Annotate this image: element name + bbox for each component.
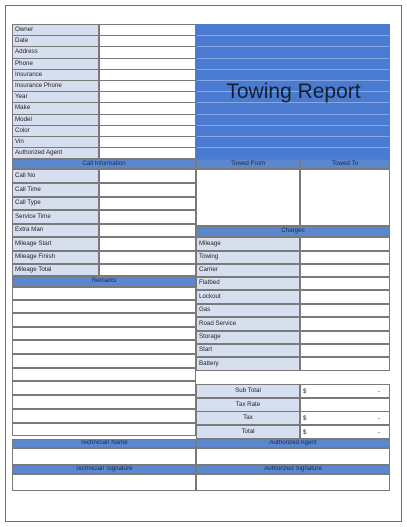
page-title: Towing Report — [226, 80, 361, 103]
owner-field-label: Year — [12, 91, 99, 103]
total-amount[interactable] — [300, 425, 390, 439]
charge-item-label: Road Service — [196, 317, 300, 331]
charge-item-label: Storage — [196, 331, 300, 344]
owner-field-label: Phone — [12, 58, 99, 70]
charge-item-amount[interactable] — [300, 317, 390, 331]
charge-item-label: Battery — [196, 357, 300, 371]
charge-item-amount[interactable] — [300, 237, 390, 251]
authorized-agent-field[interactable] — [196, 448, 390, 465]
title-block-rule — [197, 46, 389, 47]
charge-item-label: Towing — [196, 251, 300, 264]
call-field-value[interactable] — [99, 210, 196, 224]
charge-item-amount[interactable] — [300, 344, 390, 357]
total-label: Sub Total — [196, 384, 300, 398]
charge-item-label: Gas — [196, 304, 300, 317]
remarks-line[interactable] — [12, 409, 196, 423]
charge-item-amount[interactable] — [300, 357, 390, 371]
call-field-label: Mileage Finish — [12, 251, 99, 264]
call-field-value[interactable] — [99, 224, 196, 237]
charge-item-label: Lockout — [196, 290, 300, 304]
call-field-value[interactable] — [99, 183, 196, 197]
charge-item-amount[interactable] — [300, 290, 390, 304]
title-block-rule — [197, 136, 389, 137]
charge-item-amount[interactable] — [300, 331, 390, 344]
authorized-agent-header: Authorized Agent — [196, 439, 390, 448]
owner-field-label: Insurance Phone — [12, 80, 99, 92]
remarks-line[interactable] — [12, 381, 196, 395]
towed-from-header: Towed From — [196, 159, 300, 169]
call-information-header: Call Information — [12, 159, 196, 169]
owner-field-label: Color — [12, 125, 99, 137]
remarks-line[interactable] — [12, 395, 196, 409]
remarks-line[interactable] — [12, 368, 196, 381]
total-value: - — [378, 415, 381, 422]
charges-header: Charges — [196, 226, 390, 237]
owner-field-label: Authorized Agent — [12, 147, 99, 159]
total-amount[interactable] — [300, 384, 390, 398]
charge-item-label: Start — [196, 344, 300, 357]
towed-from-area[interactable] — [196, 169, 300, 226]
total-label: Total — [196, 425, 300, 439]
remarks-header: Remarks — [12, 276, 196, 287]
technician-name-header: Technician Name — [12, 439, 196, 448]
towed-to-area[interactable] — [300, 169, 390, 226]
remarks-line[interactable] — [12, 423, 196, 436]
title-block-rule — [197, 125, 389, 126]
call-field-label: Call Type — [12, 197, 99, 210]
title-block-rule — [197, 114, 389, 115]
call-field-value[interactable] — [99, 169, 196, 183]
call-field-value[interactable] — [99, 251, 196, 264]
charge-item-amount[interactable] — [300, 264, 390, 277]
remarks-line[interactable] — [12, 340, 196, 354]
call-field-value[interactable] — [99, 237, 196, 251]
charge-item-label: Flatbed — [196, 277, 300, 290]
remarks-line[interactable] — [12, 327, 196, 340]
owner-field-label: Owner — [12, 24, 99, 36]
owner-field-value[interactable] — [99, 147, 196, 159]
remarks-line[interactable] — [12, 300, 196, 313]
authorized-signature-field[interactable] — [196, 474, 390, 491]
technician-signature-field[interactable] — [12, 474, 196, 491]
call-field-label: Call No — [12, 169, 99, 183]
technician-name-field[interactable] — [12, 448, 196, 465]
owner-field-label: Address — [12, 46, 99, 58]
title-block-rule — [197, 69, 389, 70]
currency-symbol: $ — [303, 415, 307, 422]
total-amount[interactable] — [300, 398, 390, 412]
owner-field-label: Vin — [12, 136, 99, 148]
remarks-line[interactable] — [12, 313, 196, 327]
owner-field-label: Date — [12, 35, 99, 47]
call-field-label: Mileage Start — [12, 237, 99, 251]
currency-symbol: $ — [303, 429, 307, 436]
total-value: - — [378, 429, 381, 436]
total-label: Tax — [196, 411, 300, 425]
charge-item-amount[interactable] — [300, 251, 390, 264]
call-field-label: Mileage Total — [12, 264, 99, 276]
charge-item-amount[interactable] — [300, 304, 390, 317]
call-field-value[interactable] — [99, 197, 196, 210]
total-amount[interactable] — [300, 411, 390, 425]
towed-to-header: Towed To — [300, 159, 390, 169]
remarks-line[interactable] — [12, 354, 196, 368]
total-label: Tax Rate — [196, 398, 300, 412]
authorized-signature-header: Authorized Signature — [196, 465, 390, 474]
title-block-rule — [197, 147, 389, 148]
owner-field-label: Insurance — [12, 69, 99, 81]
owner-field-label: Make — [12, 102, 99, 114]
technician-signature-header: Technician Signature — [12, 465, 196, 474]
remarks-line[interactable] — [12, 287, 196, 300]
charge-item-label: Carrier — [196, 264, 300, 277]
call-field-label: Extra Man — [12, 224, 99, 237]
currency-symbol: $ — [303, 388, 307, 395]
title-block-rule — [197, 35, 389, 36]
total-value: - — [378, 388, 381, 395]
title-block-rule — [197, 58, 389, 59]
call-field-label: Service Time — [12, 210, 99, 224]
call-field-value[interactable] — [99, 264, 196, 276]
charge-item-amount[interactable] — [300, 277, 390, 290]
charge-item-label: Mileage — [196, 237, 300, 251]
owner-field-label: Model — [12, 114, 99, 126]
call-field-label: Call Time — [12, 183, 99, 197]
